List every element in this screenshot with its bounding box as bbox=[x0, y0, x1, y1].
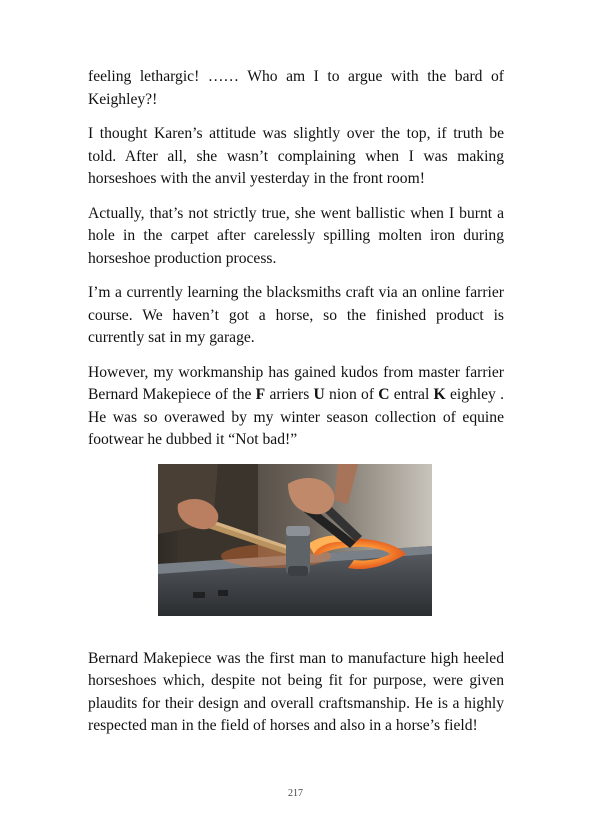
acronym-letter-f: F bbox=[255, 386, 266, 403]
paragraph-3: Actually, that’s not strictly true, she went ballistic when I burnt a hole in the carpet after carelessly spilling molten iron during horseshoe production process. bbox=[88, 204, 504, 267]
para5-f-rest: arriers bbox=[265, 386, 314, 403]
blacksmith-photo bbox=[158, 464, 432, 616]
page-body bbox=[88, 66, 504, 750]
paragraph-2: I thought Karen’s attitude was slightly over the top, if truth be told. After all, she wasn’t complaining when I was making horseshoes with the anvil yesterday in the front room! bbox=[88, 125, 504, 187]
paragraph-1: feeling lethargic! …… Who am I to argue with the bard of Keighley?! bbox=[88, 68, 504, 108]
para5-before: However, my workmanship has gained kudos from master farrier Bernard Makepiece of the bbox=[88, 363, 504, 403]
paragraph-5 bbox=[88, 362, 504, 452]
page-number: 217 bbox=[288, 788, 303, 799]
paragraph-6: Bernard Makepiece was the first man to manufacture high heeled horseshoes which, despite not being fit for purpose, were given plaudits for their design and overall craftsmanship. He is a highly respected man in the field of horses and also in a horse’s field! bbox=[88, 649, 504, 734]
acronym-letter-k: K bbox=[433, 386, 446, 403]
para5-u-rest: nion of bbox=[324, 386, 379, 403]
para5-k-rest: eighley bbox=[445, 386, 496, 403]
acronym-letter-u: U bbox=[313, 386, 325, 403]
paragraph-4: I’m a currently learning the blacksmiths craft via an online farrier course. We haven’t got a horse, so the finished product is currently sat in my garage. bbox=[88, 284, 504, 346]
blacksmith-illustration bbox=[158, 464, 432, 616]
para5-c-rest: entral bbox=[389, 386, 434, 403]
para5-after: . He was so overawed by my winter season collection of equine footwear he dubbed it “Not bad!” bbox=[88, 386, 504, 448]
acronym-letter-c: C bbox=[378, 386, 390, 403]
